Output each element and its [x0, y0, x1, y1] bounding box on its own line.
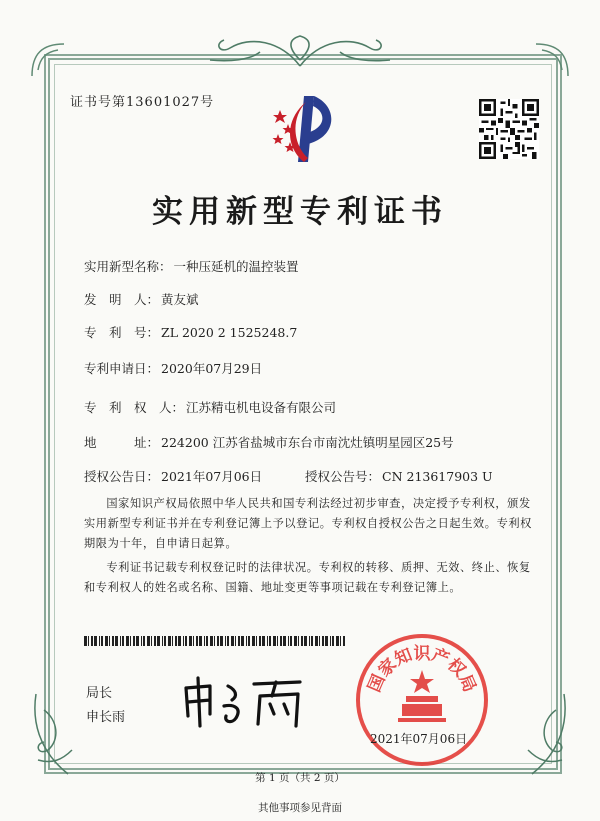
seal-date: 2021年07月06日 — [370, 732, 468, 746]
top-flourish-ornament — [190, 30, 410, 70]
certificate-title: 实用新型专利证书 — [152, 194, 448, 230]
handwritten-signature — [180, 674, 310, 730]
field-inventor — [84, 290, 199, 308]
bottom-left-flourish-ornament — [28, 690, 88, 780]
field-patent-number — [84, 323, 297, 341]
field-label: 实用新型名称： — [84, 259, 172, 274]
field-utility-model-name — [84, 257, 299, 275]
field-label: 专利申请日： — [84, 361, 160, 376]
field-address — [84, 433, 454, 451]
patent-office-emblem-icon — [268, 92, 338, 164]
grant-statement-paragraph: 国家知识产权局依照中华人民共和国专利法经过初步审查，决定授予专利权，颁发实用新型专利证书并在专利登记簿上予以登记。专利权自授权公告之日起生效。专利权期限为十年，自申请日起算。 — [84, 497, 532, 550]
svg-text:国家知识产权局: 国家知识产权局 — [364, 643, 480, 696]
corner-ornament-top-right — [532, 40, 572, 80]
field-value: 2020年07月29日 — [161, 361, 263, 376]
certificate-number: 证书号第13601027号 — [70, 95, 215, 110]
field-value: 黄友斌 — [161, 292, 199, 307]
field-value: CN 213617903 U — [382, 469, 493, 484]
field-value: ZL 2020 2 1525248.7 — [161, 325, 298, 340]
footer-note: 其他事项参见背面 — [258, 802, 342, 814]
legal-status-paragraph: 专利证书记载专利权登记时的法律状况。专利权的转移、质押、无效、终止、恢复和专利权人的姓名或名称、国籍、地址变更等事项记载在专利登记簿上。 — [84, 561, 531, 594]
field-label: 授权公告日： — [84, 469, 160, 484]
field-grant-number — [305, 467, 493, 485]
field-grant-date — [84, 467, 262, 485]
field-label: 地 址： — [84, 435, 160, 450]
official-seal-stamp — [352, 630, 492, 770]
qr-code — [479, 99, 539, 159]
field-filing-date — [84, 359, 262, 377]
signature-name: 申长雨 — [86, 710, 126, 725]
bottom-right-flourish-ornament — [512, 690, 572, 780]
signature-title: 局长 — [86, 686, 113, 701]
field-label: 专 利 号： — [84, 325, 160, 340]
field-label: 专 利 权 人： — [84, 400, 185, 415]
field-value: 江苏精屯机电设备有限公司 — [186, 400, 337, 415]
field-label: 发 明 人： — [84, 292, 160, 307]
barcode — [84, 636, 346, 646]
field-label: 授权公告号： — [305, 469, 381, 484]
field-value: 2021年07月06日 — [161, 469, 263, 484]
page-number: 第 1 页（共 2 页） — [255, 772, 345, 784]
field-value: 一种压延机的温控装置 — [173, 259, 299, 274]
field-value: 224200 江苏省盐城市东台市南沈灶镇明星园区25号 — [161, 435, 454, 450]
field-patentee — [84, 398, 336, 416]
corner-ornament-top-left — [28, 40, 68, 80]
